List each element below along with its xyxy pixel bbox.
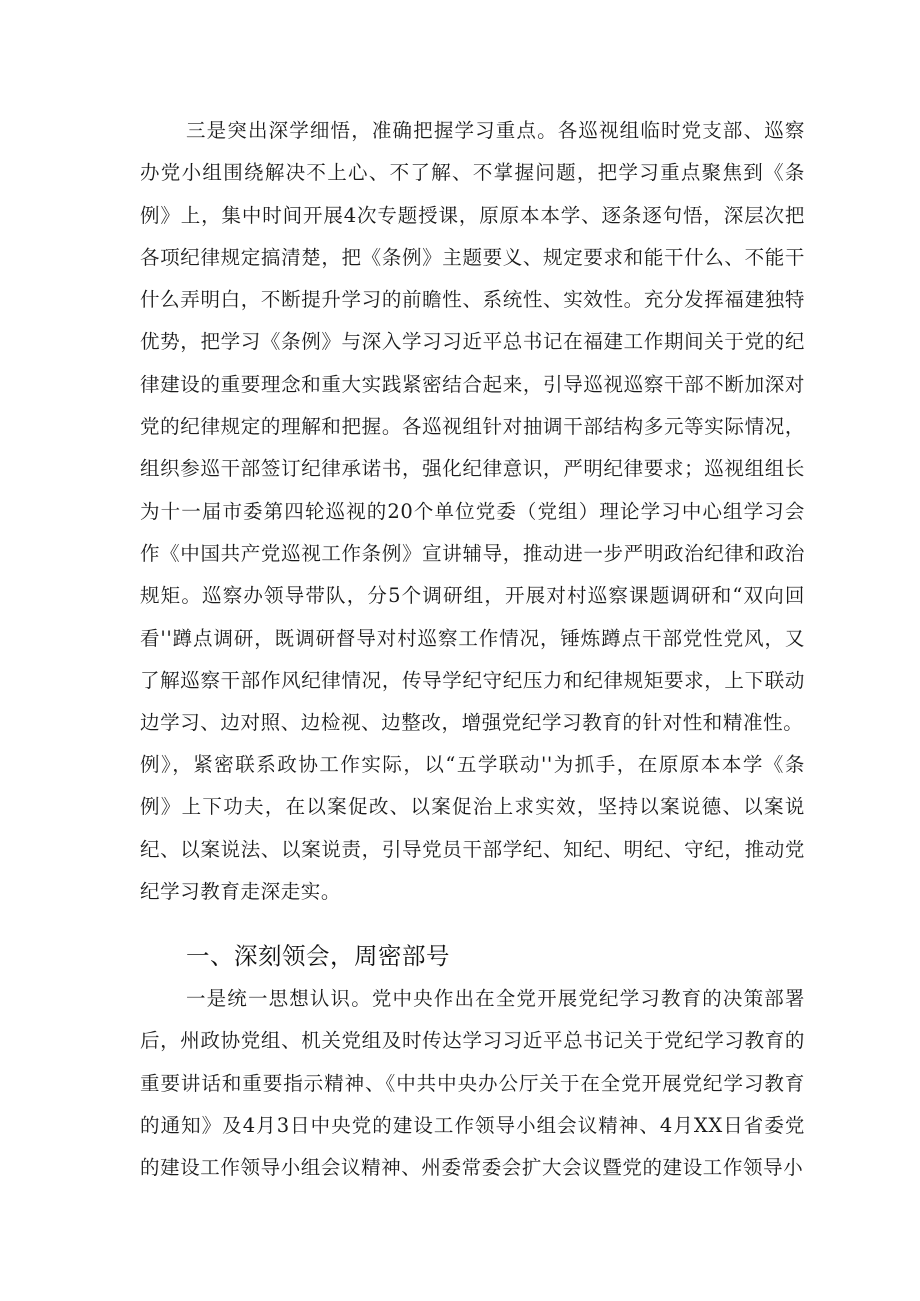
body-paragraph: 一是统一思想认识。党中央作出在全党开展党纪学习教育的决策部署后，州政协党组、机关党组及时传达学习习近平总书记关于党纪学习教育的重要讲话和重要指示精神、《中共中央办公厅关于在全党开展党纪学习教育的通知》及4月3日中央党的建设工作领导小组会议精神、4月XX日省委党的建设工作领导小组会议精神、州委常委会扩大会议暨党的建设工作领导小 <box>140 987 805 1180</box>
body-paragraph: 例》，紧密联系政协工作实际，以“五学联动''为抓手，在原原本本学《条例》上下功夫，在以案促改、以案促治上求实效，坚持以案说德、以案说纪、以案说法、以案说责，引导党员干部学纪、知纪、明纪、守纪，推动党纪学习教育走深走实。 <box>140 753 805 903</box>
section-heading: 一、深刻领会，周密部号 <box>186 942 450 970</box>
body-paragraph: 三是突出深学细悟，准确把握学习重点。各巡视组临时党支部、巡察办党小组围绕解决不上心、不了解、不掌握问题，把学习重点聚焦到《条例》上，集中时间开展4次专题授课，原原本本学、逐条逐句悟，深层次把各项纪律规定搞清楚，把《条例》主题要义、规定要求和能干什么、不能干什么弄明白，不断提升学习的前瞻性、系统性、实效性。充分发挥福建独特优势，把学习《条例》与深入学习习近平总书记在福建工作期间关于党的纪律建设的重要理念和重大实践紧密结合起来，引导巡视巡察干部不断加深对党的纪律规定的理解和把握。各巡视组针对抽调干部结构多元等实际情况，组织参巡干部签订纪律承诺书，强化纪律意识，严明纪律要求；巡视组组长为十一届市委第四轮巡视的20个单位党委（党组）理论学习中心组学习会作《中国共产党巡视工作条例》宣讲辅导，推动进一步严明政治纪律和政治规矩。巡察办领导带队，分5个调研组，开展对村巡察课题调研和“双向回看''蹲点调研，既调研督导对村巡察工作情况，锤炼蹲点干部党性党风，又了解巡察干部作风纪律情况，传导学纪守纪压力和纪律规矩要求，上下联动边学习、边对照、边检视、边整改，增强党纪学习教育的针对性和精准性。 <box>140 119 805 735</box>
